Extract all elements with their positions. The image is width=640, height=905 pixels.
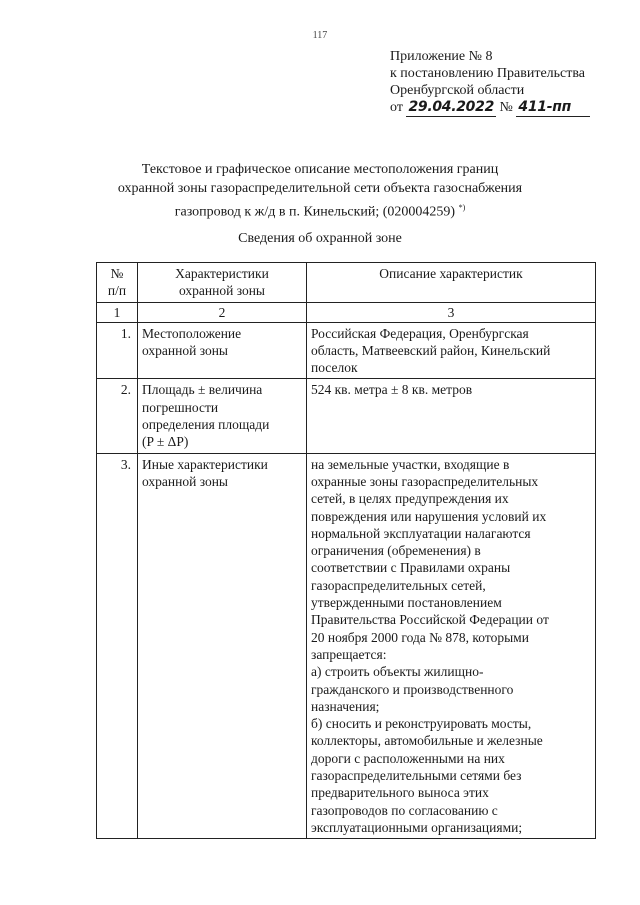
section-subtitle: Сведения об охранной зоне bbox=[238, 231, 402, 246]
row-description: на земельные участки, входящие в охранные зоны газораспределительных сетей, в целях предупреждения их повреждения или нарушения условий их нормальной эксплуатации налагаются ограничения (обременения) в соответствии с Правилами охраны газораспределительных сетей, утвержденными постановлением Правительства Российской Федерации от 20 ноября 2000 года № 878, которыми запрещается: а) строить объекты жилищно- гражданского и производственного назначения; б) сносить и реконструировать мосты, коллекторы, автомобильные и железные дороги с расположенными на них газораспределительными сетями без предварительного выноса этих газопроводов по согласованию с эксплуатационными организациями; bbox=[307, 453, 596, 839]
row-characteristic: Площадь ± величина погрешности определения площади (P ± ΔP) bbox=[138, 379, 307, 453]
appendix-block bbox=[390, 48, 630, 117]
title-line-3: газопровод к ж/д в п. Кинельский; (020004259) *) bbox=[174, 203, 466, 220]
appendix-line-2: к постановлению Правительства bbox=[390, 66, 586, 81]
protection-zone-table bbox=[96, 262, 596, 839]
appendix-line-3: Оренбургской области bbox=[390, 83, 525, 98]
row-number: 3. bbox=[97, 453, 138, 839]
title-line-1: Текстовое и графическое описание местоположения границ bbox=[141, 162, 499, 177]
page-number: 117 bbox=[312, 30, 328, 41]
table-index-row bbox=[97, 302, 596, 322]
row-number: 2. bbox=[97, 379, 138, 453]
row-description: 524 кв. метра ± 8 кв. метров bbox=[307, 379, 596, 453]
header-description: Описание характеристик bbox=[307, 263, 596, 303]
appendix-date-line bbox=[390, 99, 630, 117]
index-cell-3: 3 bbox=[307, 302, 596, 322]
header-characteristics: Характеристики охранной зоны bbox=[138, 263, 307, 303]
appendix-line-1: Приложение № 8 bbox=[390, 49, 493, 64]
number-label: № bbox=[499, 100, 513, 115]
index-cell-2: 2 bbox=[138, 302, 307, 322]
document-title bbox=[95, 160, 545, 222]
footnote-mark: *) bbox=[458, 203, 466, 212]
handwritten-number: 411-пп bbox=[516, 99, 590, 117]
from-label: от bbox=[390, 100, 403, 115]
table-header-row bbox=[97, 263, 596, 303]
row-characteristic: Иные характеристики охранной зоны bbox=[138, 453, 307, 839]
table-row bbox=[97, 379, 596, 453]
title-line-2: охранной зоны газораспределительной сети объекта газоснабжения bbox=[117, 181, 523, 196]
index-cell-1: 1 bbox=[97, 302, 138, 322]
row-number: 1. bbox=[97, 322, 138, 379]
row-characteristic: Местоположение охранной зоны bbox=[138, 322, 307, 379]
table-row bbox=[97, 453, 596, 839]
header-number: № п/п bbox=[97, 263, 138, 303]
row-description: Российская Федерация, Оренбургская область, Матвеевский район, Кинельский поселок bbox=[307, 322, 596, 379]
table-row bbox=[97, 322, 596, 379]
handwritten-date: 29.04.2022 bbox=[408, 99, 495, 115]
